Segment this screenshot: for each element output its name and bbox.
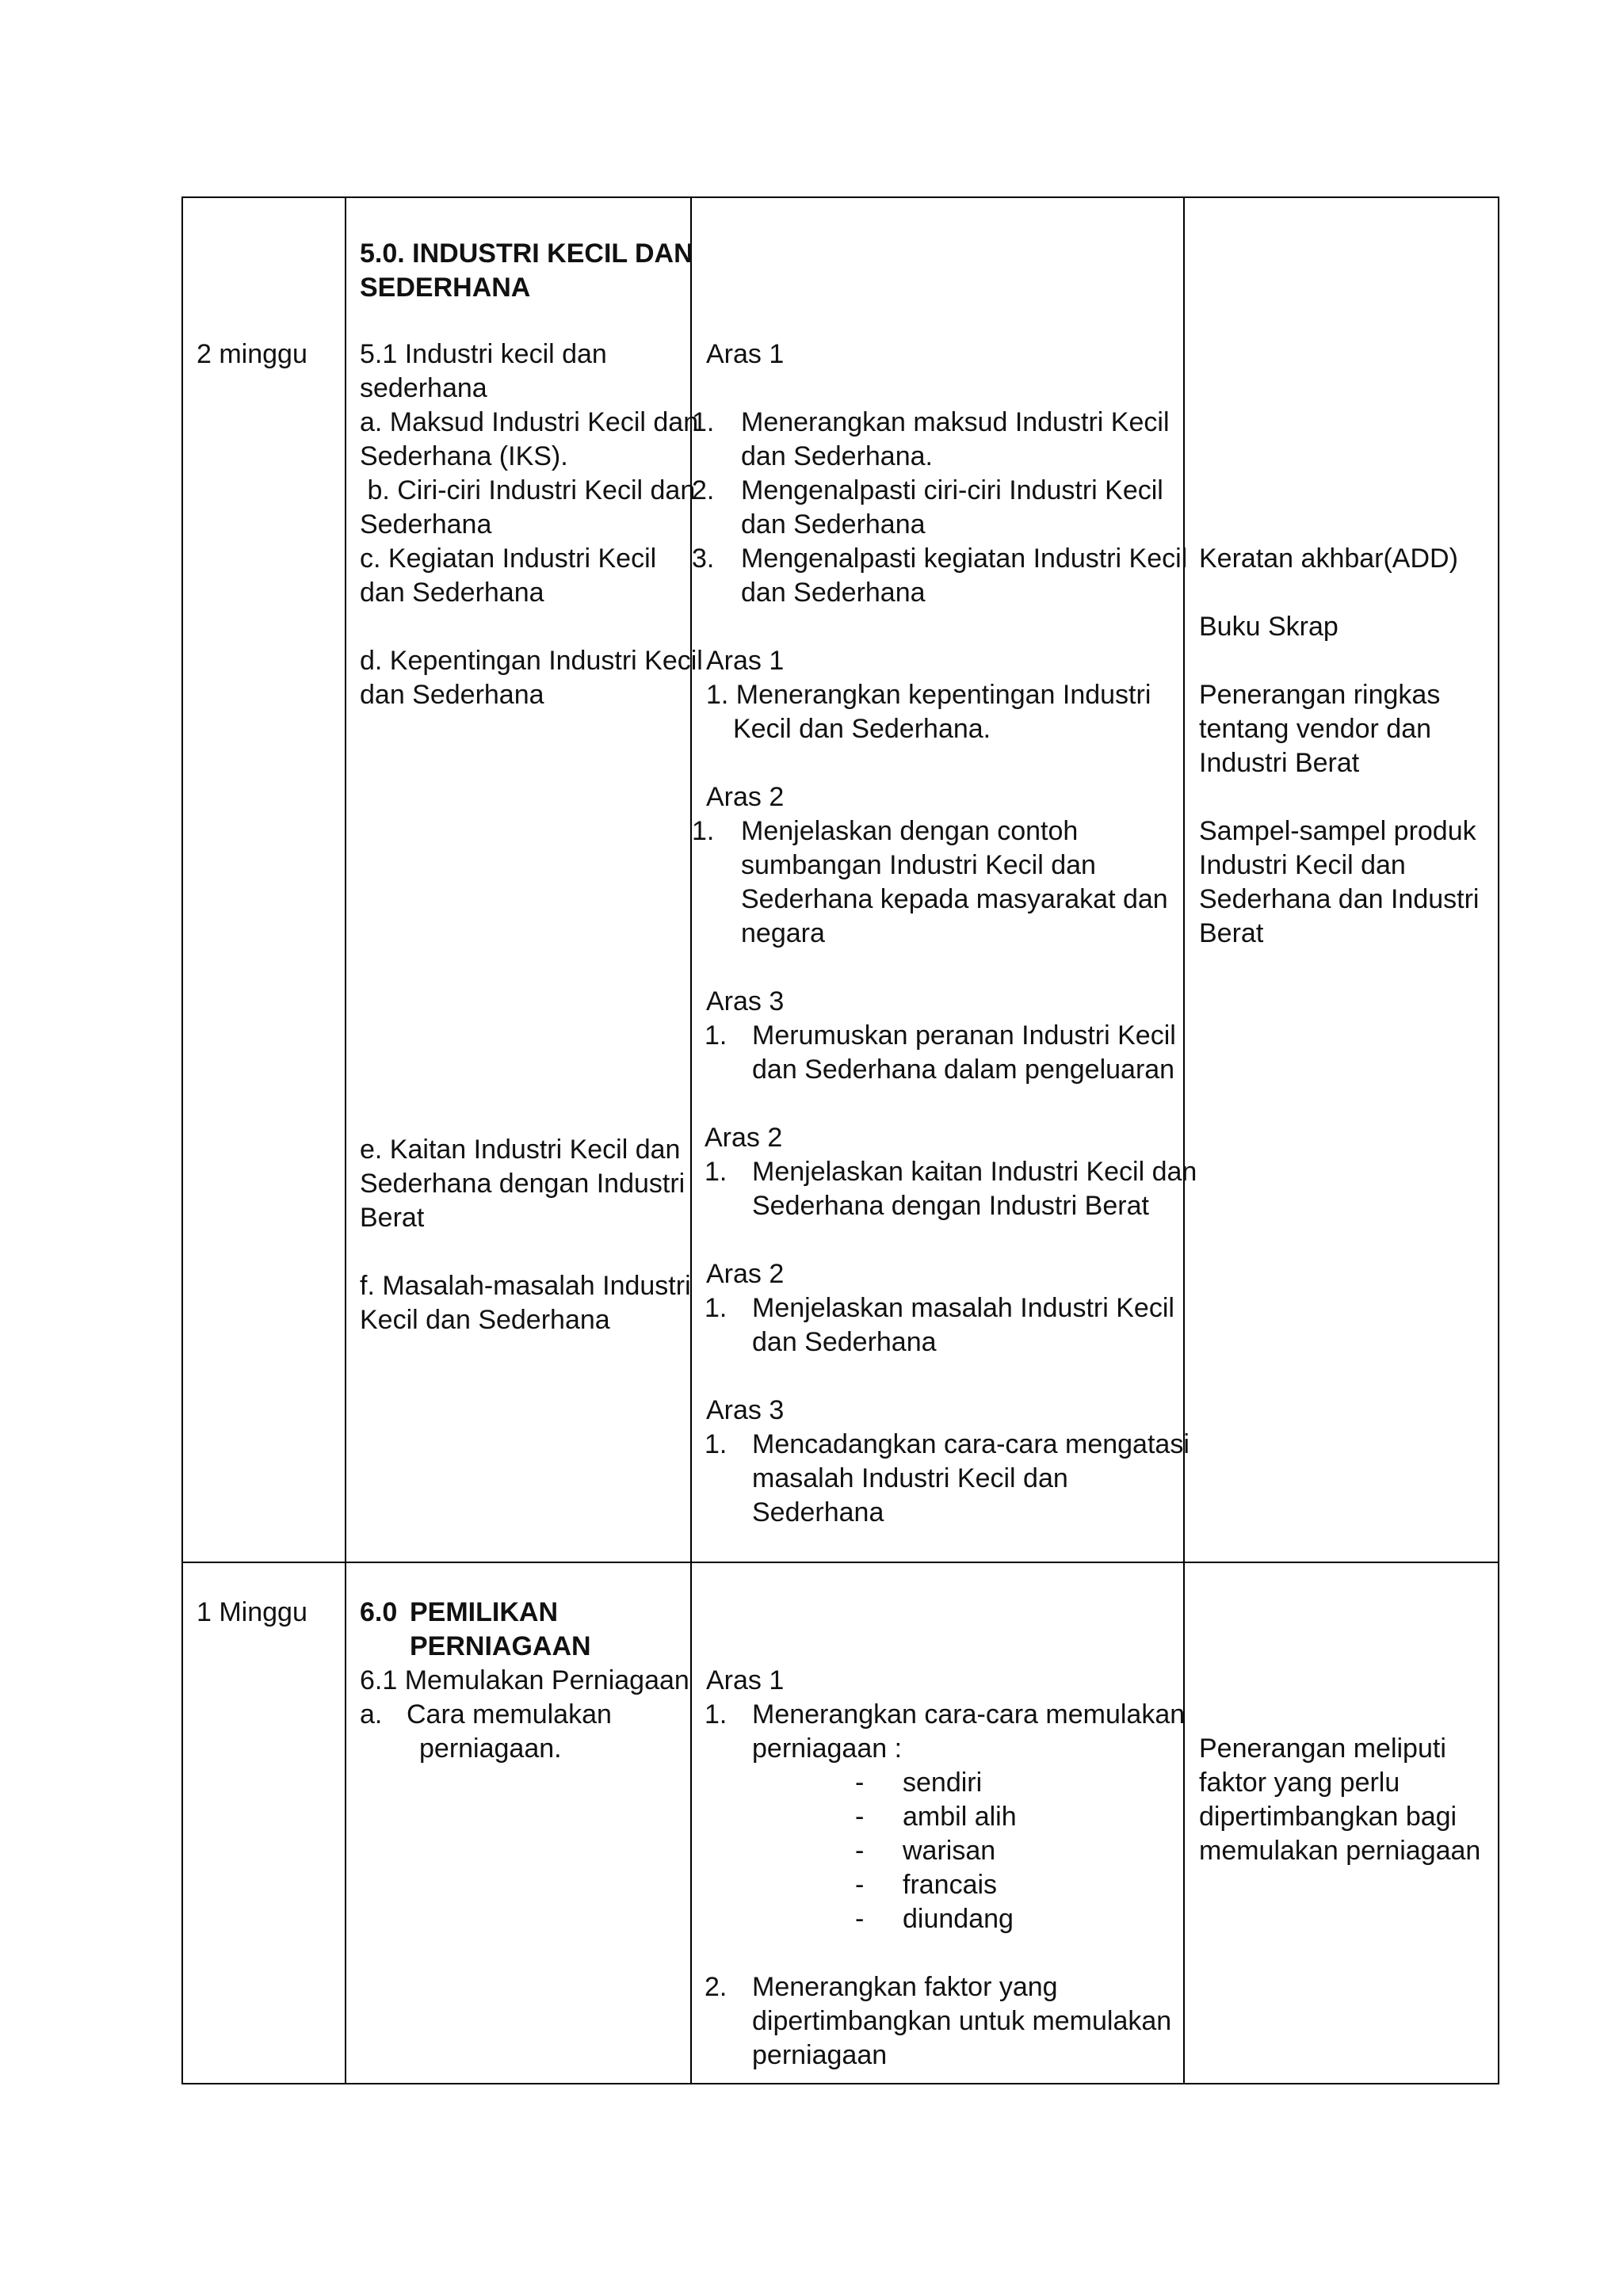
outcome-text: perniagaan : [752,1733,903,1764]
list-number: 1. [692,407,715,437]
level-label: Aras 1 [706,646,785,676]
remarks-cell [1184,197,1499,1562]
duration-cell [182,1562,346,2084]
lesson-plan-table [181,196,1499,2084]
outcomes-content [692,1563,1186,2083]
outcome-text: dipertimbangkan untuk memulakan [752,2006,1172,2036]
subtopic-item: Sederhana dengan Industri [360,1169,685,1199]
list-number: 1. [705,1699,727,1730]
topic-number: 6.0 [360,1597,398,1627]
duration-cell [182,197,346,1562]
list-number: 1. [705,1020,727,1051]
list-item: diundang [903,1904,1014,1934]
topic-heading: 5.0. INDUSTRI KECIL DAN [360,238,693,269]
outcome-text: Menerangkan maksud Industri Kecil [741,407,1170,437]
subtopic-item: Berat [360,1203,425,1233]
duration-text: 2 minggu [197,339,307,369]
list-number: 1. [692,816,715,846]
outcome-text: dan Sederhana [752,1327,937,1357]
list-item: francais [903,1870,998,1900]
list-number: 1. [705,1157,727,1187]
subtopic-item: dan Sederhana [360,680,544,710]
outcome-text: Kecil dan Sederhana. [733,714,991,744]
level-label: Aras 2 [706,1259,785,1289]
outcome-text: Sederhana kepada masyarakat dan [741,884,1168,914]
remark-text: Sampel-sampel produk [1199,816,1476,846]
outcome-text: Merumuskan peranan Industri Kecil [752,1020,1176,1051]
outcome-text: Mencadangkan cara-cara mengatasi [752,1429,1190,1459]
remark-text: Penerangan ringkas [1199,680,1441,710]
level-label: Aras 2 [705,1123,783,1153]
subtopic-item: c. Kegiatan Industri Kecil [360,543,657,574]
list-number: 2. [705,1972,727,2002]
outcome-text: dan Sederhana [741,578,926,608]
outcome-text: negara [741,918,825,948]
list-number: 1. [705,1429,727,1459]
subtopic-item: perniagaan. [419,1733,562,1764]
level-label: Aras 1 [706,1665,785,1695]
subtopic-item: Sederhana [360,509,492,540]
outcomes-cell [691,197,1197,1562]
outcome-text: Menerangkan cara-cara memulakan [752,1699,1186,1730]
outcome-text: Menjelaskan masalah Industri Kecil [752,1293,1174,1323]
outcomes-content [692,198,1197,1562]
topic-cell [346,197,703,1562]
subtopic-item: e. Kaitan Industri Kecil dan [360,1135,681,1165]
remarks-content [1185,198,1498,1562]
topic-content [346,198,703,1562]
remark-text: Keratan akhbar(ADD) [1199,543,1458,574]
topic-heading: SEDERHANA [360,273,531,303]
list-item: warisan [903,1836,996,1866]
topic-heading: PERNIAGAAN [410,1631,591,1661]
list-number: 1. [705,1293,727,1323]
list-item: sendiri [903,1768,983,1798]
remarks-cell [1184,1562,1499,2084]
remarks-content [1185,1563,1498,2083]
remark-text: Sederhana dan Industri [1199,884,1480,914]
table-row [182,1562,1499,2084]
outcome-text: dan Sederhana. [741,441,933,471]
topic-content [346,1563,690,2083]
subtopic-title: sederhana [360,373,487,403]
subtopic-title: 5.1 Industri kecil dan [360,339,607,369]
outcomes-cell [691,1562,1184,2084]
remark-text: memulakan perniagaan [1199,1836,1481,1866]
list-number: 2. [692,475,715,505]
bullet-dash: - [855,1836,865,1866]
bullet-dash: - [855,1802,865,1832]
outcome-text: Sederhana dengan Industri Berat [752,1191,1149,1221]
remark-text: Industri Berat [1199,748,1360,778]
outcome-text: dan Sederhana dalam pengeluaran [752,1055,1175,1085]
subtopic-item: dan Sederhana [360,578,544,608]
duration-text: 1 Minggu [197,1597,307,1627]
list-item: ambil alih [903,1802,1017,1832]
subtopic-item: b. Ciri-ciri Industri Kecil dan [360,475,696,505]
level-label: Aras 3 [706,1395,785,1425]
subtopic-item: d. Kepentingan Industri Kecil [360,646,703,676]
bullet-dash: - [855,1904,865,1934]
outcome-text: Menjelaskan kaitan Industri Kecil dan [752,1157,1197,1187]
outcome-text: Menjelaskan dengan contoh [741,816,1079,846]
subtopic-item: Cara memulakan [407,1699,612,1730]
bullet-dash: - [855,1870,865,1900]
outcome-text: dan Sederhana [741,509,926,540]
bullet-dash: - [855,1768,865,1798]
outcome-text: Mengenalpasti ciri-ciri Industri Kecil [741,475,1163,505]
outcome-text: 1. Menerangkan kepentingan Industri [706,680,1151,710]
remark-text: Industri Kecil dan [1199,850,1406,880]
subtopic-letter: a. [360,1699,383,1730]
remark-text: dipertimbangkan bagi [1199,1802,1457,1832]
outcome-text: Mengenalpasti kegiatan Industri Kecil [741,543,1188,574]
remark-text: Buku Skrap [1199,612,1338,642]
remark-text: Penerangan meliputi [1199,1733,1446,1764]
topic-heading: PEMILIKAN [410,1597,558,1627]
outcome-text: sumbangan Industri Kecil dan [741,850,1096,880]
subtopic-item: f. Masalah-masalah Industri [360,1271,691,1301]
remark-text: Berat [1199,918,1264,948]
outcome-text: Menerangkan faktor yang [752,1972,1058,2002]
list-number: 3. [692,543,715,574]
remark-text: tentang vendor dan [1199,714,1432,744]
remark-text: faktor yang perlu [1199,1768,1400,1798]
topic-cell [346,1562,691,2084]
level-label: Aras 1 [706,339,785,369]
outcome-text: perniagaan [752,2040,888,2070]
outcome-text: Sederhana [752,1497,884,1527]
subtopic-item: Sederhana (IKS). [360,441,568,471]
subtopic-title: 6.1 Memulakan Perniagaan [360,1665,689,1695]
subtopic-item: Kecil dan Sederhana [360,1305,610,1335]
subtopic-item: a. Maksud Industri Kecil dan [360,407,699,437]
outcome-text: masalah Industri Kecil dan [752,1463,1068,1493]
table-row [182,197,1499,1562]
level-label: Aras 3 [706,986,785,1016]
level-label: Aras 2 [706,782,785,812]
